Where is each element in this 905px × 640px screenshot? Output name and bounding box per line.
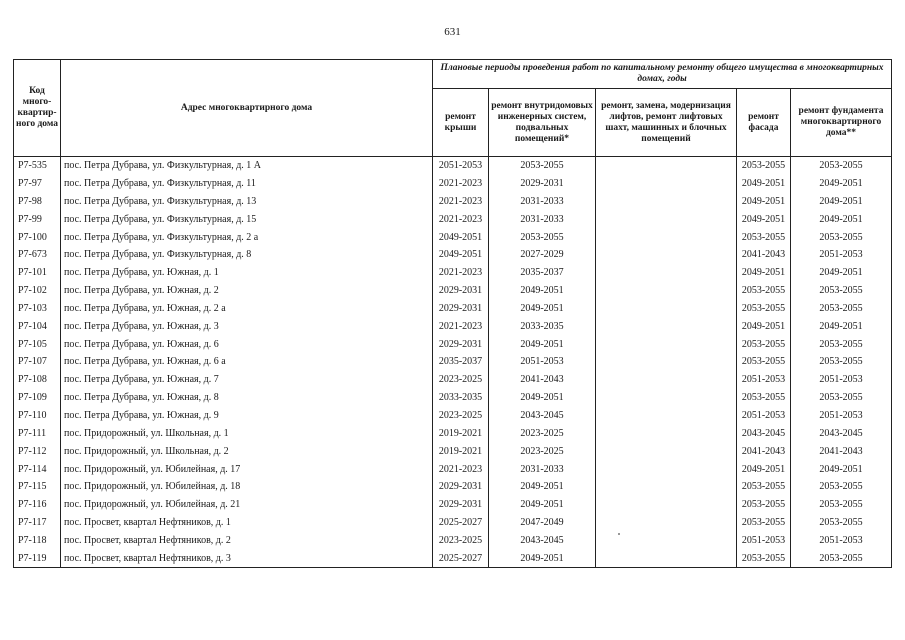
cell-foundation: 2049-2051 [791,460,892,478]
cell-roof: 2025-2027 [433,550,489,568]
cell-foundation: 2043-2045 [791,425,892,443]
header-foundation: ремонт фундамента многоквартирного дома** [791,89,892,157]
table-row [14,335,892,353]
cell-address: пос. Петра Дубрава, ул. Южная, д. 1 [61,264,433,282]
cell-engineering: 2031-2033 [489,211,596,229]
cell-code: Р7-119 [14,550,61,568]
table-row [14,425,892,443]
cell-engineering: 2043-2045 [489,407,596,425]
table-row [14,193,892,211]
cell-foundation: 2053-2055 [791,282,892,300]
header-periods: Плановые периоды проведения работ по капитальному ремонту общего имущества в многоквартирных домах, годы [433,60,892,89]
cell-roof: 2029-2031 [433,300,489,318]
cell-foundation: 2053-2055 [791,389,892,407]
cell-facade: 2049-2051 [737,175,791,193]
cell-foundation: 2053-2055 [791,335,892,353]
cell-foundation: 2041-2043 [791,443,892,461]
cell-facade: 2041-2043 [737,246,791,264]
cell-elevators [596,318,737,336]
table-row [14,496,892,514]
cell-foundation: 2049-2051 [791,193,892,211]
cell-roof: 2021-2023 [433,460,489,478]
cell-facade: 2053-2055 [737,478,791,496]
cell-foundation: 2053-2055 [791,228,892,246]
header-facade: ремонт фасада [737,89,791,157]
cell-code: Р7-535 [14,157,61,175]
cell-address: пос. Петра Дубрава, ул. Физкультурная, д. 2 а [61,228,433,246]
cell-facade: 2053-2055 [737,389,791,407]
cell-roof: 2049-2051 [433,246,489,264]
table-row [14,228,892,246]
cell-engineering: 2041-2043 [489,371,596,389]
table-row [14,318,892,336]
cell-engineering: 2023-2025 [489,425,596,443]
table-row [14,371,892,389]
cell-engineering: 2043-2045 [489,532,596,550]
table-row [14,532,892,550]
cell-roof: 2049-2051 [433,228,489,246]
cell-elevators [596,264,737,282]
cell-roof: 2035-2037 [433,353,489,371]
cell-roof: 2051-2053 [433,157,489,175]
cell-address: пос. Петра Дубрава, ул. Южная, д. 2 [61,282,433,300]
table-row [14,157,892,175]
cell-code: Р7-107 [14,353,61,371]
cell-facade: 2049-2051 [737,318,791,336]
cell-facade: 2043-2045 [737,425,791,443]
cell-roof: 2025-2027 [433,514,489,532]
table-header [14,60,892,157]
cell-elevators [596,460,737,478]
cell-foundation: 2049-2051 [791,211,892,229]
cell-foundation: 2051-2053 [791,532,892,550]
table-row [14,407,892,425]
cell-elevators [596,532,737,550]
cell-foundation: 2051-2053 [791,246,892,264]
cell-roof: 2023-2025 [433,371,489,389]
repair-schedule-table [13,59,892,568]
cell-code: Р7-116 [14,496,61,514]
cell-engineering: 2053-2055 [489,157,596,175]
cell-address: пос. Петра Дубрава, ул. Физкультурная, д. 11 [61,175,433,193]
cell-foundation: 2053-2055 [791,496,892,514]
cell-engineering: 2033-2035 [489,318,596,336]
cell-engineering: 2049-2051 [489,389,596,407]
cell-roof: 2029-2031 [433,282,489,300]
table-row [14,353,892,371]
cell-roof: 2029-2031 [433,478,489,496]
cell-facade: 2053-2055 [737,282,791,300]
cell-engineering: 2027-2029 [489,246,596,264]
scan-speck [618,533,620,535]
cell-elevators [596,193,737,211]
cell-code: Р7-110 [14,407,61,425]
cell-code: Р7-98 [14,193,61,211]
cell-address: пос. Петра Дубрава, ул. Физкультурная, д. 13 [61,193,433,211]
cell-roof: 2029-2031 [433,335,489,353]
cell-code: Р7-101 [14,264,61,282]
cell-facade: 2053-2055 [737,353,791,371]
cell-foundation: 2053-2055 [791,550,892,568]
table-row [14,478,892,496]
table-row [14,514,892,532]
cell-code: Р7-673 [14,246,61,264]
cell-code: Р7-103 [14,300,61,318]
cell-facade: 2051-2053 [737,407,791,425]
cell-facade: 2051-2053 [737,532,791,550]
table-row [14,300,892,318]
cell-facade: 2049-2051 [737,193,791,211]
cell-address: пос. Просвет, квартал Нефтяников, д. 3 [61,550,433,568]
cell-code: Р7-97 [14,175,61,193]
cell-elevators [596,211,737,229]
header-roof: ремонт крыши [433,89,489,157]
cell-address: пос. Просвет, квартал Нефтяников, д. 2 [61,532,433,550]
cell-address: пос. Петра Дубрава, ул. Южная, д. 6 а [61,353,433,371]
cell-code: Р7-111 [14,425,61,443]
table-row [14,246,892,264]
table-row [14,282,892,300]
cell-elevators [596,478,737,496]
cell-code: Р7-99 [14,211,61,229]
cell-elevators [596,282,737,300]
cell-elevators [596,246,737,264]
cell-roof: 2021-2023 [433,193,489,211]
cell-elevators [596,407,737,425]
cell-elevators [596,425,737,443]
cell-elevators [596,514,737,532]
cell-engineering: 2049-2051 [489,282,596,300]
cell-engineering: 2035-2037 [489,264,596,282]
page-number: 631 [444,26,461,38]
cell-address: пос. Петра Дубрава, ул. Физкультурная, д. 15 [61,211,433,229]
cell-foundation: 2053-2055 [791,353,892,371]
cell-roof: 2033-2035 [433,389,489,407]
header-elevators: ремонт, замена, модернизация лифтов, ремонт лифтовых шахт, машинных и блочных помещений [596,89,737,157]
cell-address: пос. Просвет, квартал Нефтяников, д. 1 [61,514,433,532]
cell-address: пос. Петра Дубрава, ул. Физкультурная, д. 8 [61,246,433,264]
table-row [14,443,892,461]
cell-code: Р7-108 [14,371,61,389]
cell-facade: 2041-2043 [737,443,791,461]
cell-address: пос. Петра Дубрава, ул. Южная, д. 2 а [61,300,433,318]
cell-roof: 2029-2031 [433,496,489,514]
cell-roof: 2021-2023 [433,264,489,282]
cell-elevators [596,550,737,568]
cell-address: пос. Придорожный, ул. Юбилейная, д. 17 [61,460,433,478]
cell-code: Р7-102 [14,282,61,300]
header-code: Код много-квартир-ного дома [14,60,61,157]
cell-address: пос. Придорожный, ул. Школьная, д. 1 [61,425,433,443]
cell-elevators [596,228,737,246]
cell-engineering: 2051-2053 [489,353,596,371]
cell-address: пос. Петра Дубрава, ул. Южная, д. 8 [61,389,433,407]
cell-foundation: 2053-2055 [791,478,892,496]
cell-code: Р7-114 [14,460,61,478]
cell-engineering: 2053-2055 [489,228,596,246]
cell-engineering: 2031-2033 [489,460,596,478]
table-row [14,389,892,407]
cell-roof: 2021-2023 [433,318,489,336]
cell-elevators [596,175,737,193]
cell-roof: 2023-2025 [433,532,489,550]
cell-roof: 2019-2021 [433,425,489,443]
cell-code: Р7-117 [14,514,61,532]
cell-facade: 2053-2055 [737,300,791,318]
cell-foundation: 2053-2055 [791,157,892,175]
cell-address: пос. Петра Дубрава, ул. Физкультурная, д. 1 А [61,157,433,175]
cell-engineering: 2049-2051 [489,496,596,514]
cell-foundation: 2051-2053 [791,371,892,389]
cell-address: пос. Петра Дубрава, ул. Южная, д. 3 [61,318,433,336]
cell-elevators [596,353,737,371]
cell-elevators [596,157,737,175]
cell-foundation: 2053-2055 [791,300,892,318]
cell-elevators [596,335,737,353]
cell-foundation: 2049-2051 [791,318,892,336]
cell-code: Р7-105 [14,335,61,353]
cell-address: пос. Придорожный, ул. Школьная, д. 2 [61,443,433,461]
cell-address: пос. Петра Дубрава, ул. Южная, д. 7 [61,371,433,389]
cell-engineering: 2023-2025 [489,443,596,461]
table-row [14,550,892,568]
cell-roof: 2021-2023 [433,211,489,229]
header-address: Адрес многоквартирного дома [61,60,433,157]
cell-roof: 2021-2023 [433,175,489,193]
cell-facade: 2053-2055 [737,157,791,175]
cell-facade: 2053-2055 [737,335,791,353]
cell-code: Р7-104 [14,318,61,336]
cell-elevators [596,443,737,461]
cell-code: Р7-118 [14,532,61,550]
cell-facade: 2053-2055 [737,228,791,246]
cell-code: Р7-109 [14,389,61,407]
cell-facade: 2053-2055 [737,550,791,568]
cell-facade: 2053-2055 [737,514,791,532]
cell-facade: 2049-2051 [737,211,791,229]
cell-foundation: 2051-2053 [791,407,892,425]
cell-address: пос. Придорожный, ул. Юбилейная, д. 21 [61,496,433,514]
cell-engineering: 2049-2051 [489,335,596,353]
cell-facade: 2053-2055 [737,496,791,514]
cell-foundation: 2053-2055 [791,514,892,532]
table-row [14,211,892,229]
cell-facade: 2051-2053 [737,371,791,389]
cell-engineering: 2049-2051 [489,550,596,568]
table-row [14,460,892,478]
cell-address: пос. Придорожный, ул. Юбилейная, д. 18 [61,478,433,496]
cell-elevators [596,371,737,389]
cell-engineering: 2029-2031 [489,175,596,193]
cell-roof: 2019-2021 [433,443,489,461]
cell-elevators [596,300,737,318]
cell-engineering: 2049-2051 [489,300,596,318]
table-row [14,175,892,193]
cell-engineering: 2031-2033 [489,193,596,211]
cell-elevators [596,389,737,407]
table-body [14,157,892,568]
cell-roof: 2023-2025 [433,407,489,425]
cell-elevators [596,496,737,514]
cell-code: Р7-112 [14,443,61,461]
cell-address: пос. Петра Дубрава, ул. Южная, д. 6 [61,335,433,353]
table-row [14,264,892,282]
cell-foundation: 2049-2051 [791,264,892,282]
cell-facade: 2049-2051 [737,460,791,478]
cell-engineering: 2049-2051 [489,478,596,496]
cell-facade: 2049-2051 [737,264,791,282]
header-engineering: ремонт внутридомовых инженерных систем, подвальных помещений* [489,89,596,157]
cell-code: Р7-100 [14,228,61,246]
cell-foundation: 2049-2051 [791,175,892,193]
cell-engineering: 2047-2049 [489,514,596,532]
cell-address: пос. Петра Дубрава, ул. Южная, д. 9 [61,407,433,425]
cell-code: Р7-115 [14,478,61,496]
